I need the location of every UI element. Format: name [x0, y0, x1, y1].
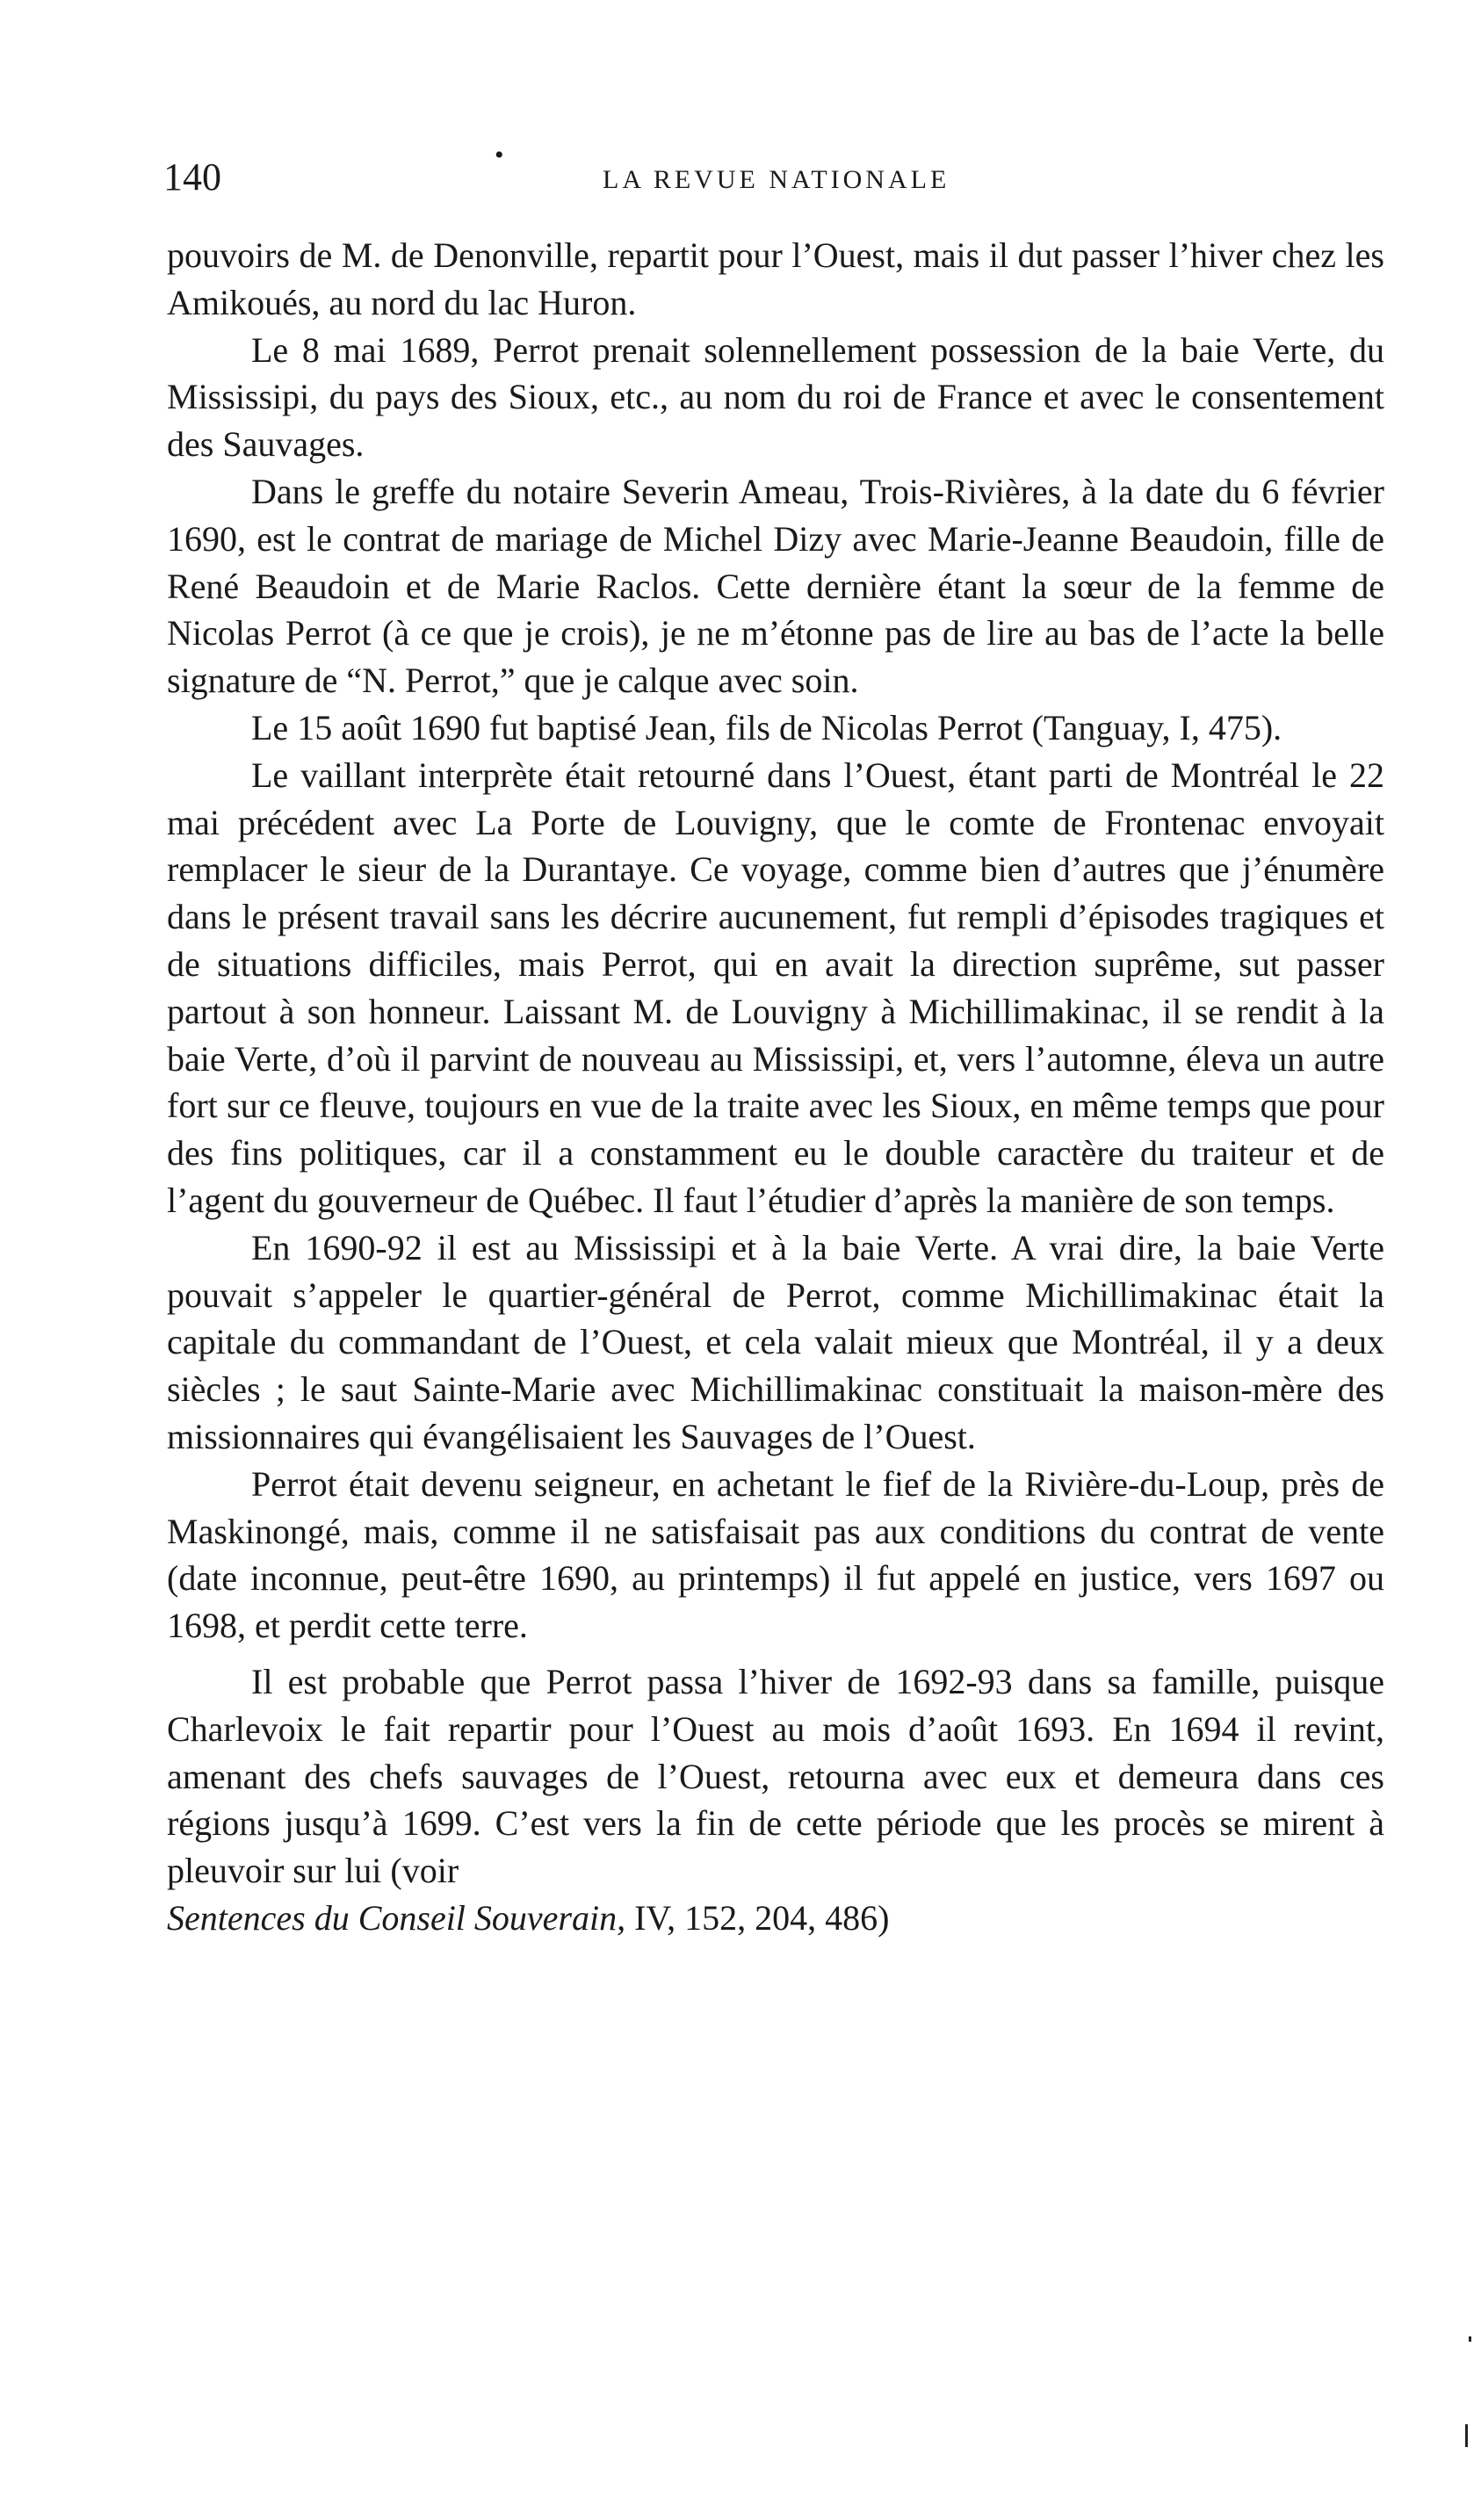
reference-title: Sentences du Conseil Souverain,: [167, 1897, 626, 1938]
running-title: LA REVUE NATIONALE: [603, 165, 950, 194]
paragraph-8: Il est probable que Perrot passa l’hiver de 1692-93 dans sa famille, puisque Charlevoix le fait repartir pour l’Ouest au mois d’août 1693. En 1694 il revint, amenant des chefs sauvages de l’Ouest, retourna avec eux et demeura dans ces régions jusqu’à 1699. C’est vers la fin de cette période que les procès se mirent à pleuvoir sur lui (voir: [167, 1661, 1384, 1891]
paragraph-5: Le vaillant interprète était retourné dans l’Ouest, étant parti de Montréal le 22 mai précédent avec La Porte de Louvigny, que le comte de Frontenac envoyait remplacer le sieur de la Durantaye. Ce voyage, comme bien d’autres que j’énumère dans le présent travail sans les décrire aucunement, fut rempli d’épisodes tragiques et de situations difficiles, mais Perrot, qui en avait la direction suprême, sut passer partout à son honneur. Laissant M. de Louvigny à Michillimakinac, il se rendit à la baie Verte, d’où il parvint de nouveau au Mississipi, et, vers l’automne, éleva un autre fort sur ce fleuve, toujours en vue de la traite avec les Sioux, en même temps que pour des fins politiques, car il a constamment eu le double caractère du traiteur et de l’agent du gouverneur de Québec. Il faut l’étudier d’après la manière de son temps.: [167, 755, 1384, 1220]
body-text: [167, 232, 1384, 1942]
page-number: 140: [163, 155, 221, 199]
margin-mark: [1465, 2424, 1468, 2447]
reference-line: [167, 1895, 1384, 1942]
margin-mark: [1469, 2336, 1471, 2342]
paragraph-2: Le 8 mai 1689, Perrot prenait solennellement possession de la baie Verte, du Mississipi, du pays des Sioux, etc., au nom du roi de France et avec le consentement des Sauvages.: [167, 329, 1384, 465]
paragraph-7: Perrot était devenu seigneur, en achetant le fief de la Rivière-du-Loup, près de Maskinongé, mais, comme il ne satisfaisait pas aux conditions du contrat de vente (date inconnue, peut-être 1690, au printemps) il fut appelé en justice, vers 1697 ou 1698, et perdit cette terre.: [167, 1463, 1384, 1646]
paragraph-3: Dans le greffe du notaire Severin Ameau, Trois-Rivières, à la date du 6 février 1690, est le contrat de mariage de Michel Dizy avec Marie-Jeanne Beaudoin, fille de René Beaudoin et de Marie Raclos. Cette dernière étant la sœur de la femme de Nicolas Perrot (à ce que je crois), je ne m’étonne pas de lire au bas de l’acte la belle signature de “N. Perrot,” que je calque avec soin.: [167, 471, 1384, 701]
reference-citation: IV, 152, 204, 486): [625, 1897, 890, 1938]
paragraph-1: pouvoirs de M. de Denonville, repartit pour l’Ouest, mais il dut passer l’hiver chez les Amikoués, au nord du lac Huron.: [167, 235, 1384, 322]
header-dot: •: [495, 141, 504, 170]
page-header: [163, 141, 1384, 204]
paragraph-4: Le 15 août 1690 fut baptisé Jean, fils de Nicolas Perrot (Tanguay, I, 475).: [251, 707, 1282, 747]
paragraph-6: En 1690-92 il est au Mississipi et à la baie Verte. A vrai dire, la baie Verte pouvait s’appeler le quartier-général de Perrot, comme Michillimakinac était la capitale du commandant de l’Ouest, et cela valait mieux que Montréal, il y a deux siècles ; le saut Sainte-Marie avec Michillimakinac constituait la maison-mère des missionnaires qui évangélisaient les Sauvages de l’Ouest.: [167, 1227, 1384, 1456]
